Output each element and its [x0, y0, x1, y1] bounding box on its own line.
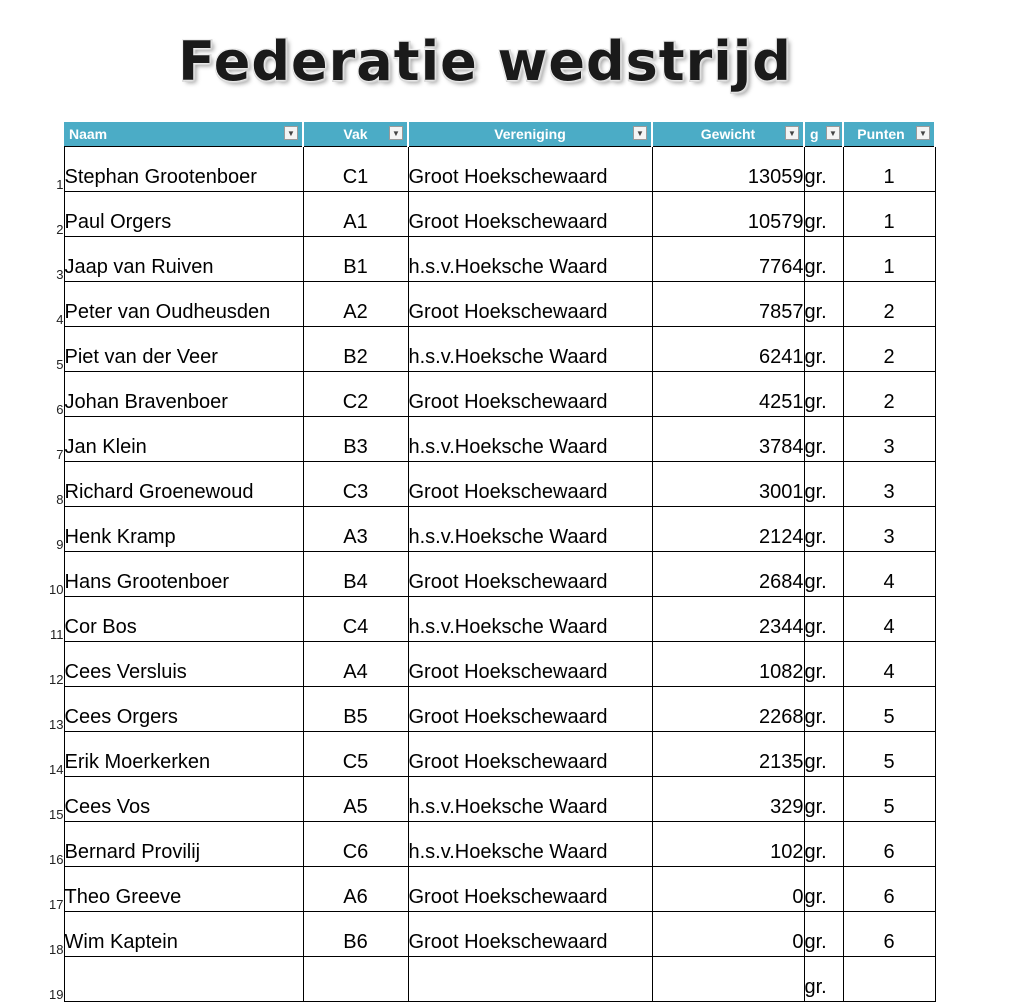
unit-cell[interactable]: gr.: [804, 867, 843, 912]
header-vak-label: Vak: [343, 126, 368, 142]
vak-cell[interactable]: B3: [303, 417, 408, 462]
header-unit[interactable]: [804, 122, 843, 147]
header-vereniging-label: Vereniging: [494, 126, 566, 142]
name-cell[interactable]: Jaap van Ruiven: [64, 237, 303, 282]
table-row: [34, 147, 935, 192]
header-naam-label: Naam: [69, 126, 108, 142]
punten-cell[interactable]: 2: [843, 282, 935, 327]
punten-cell[interactable]: 5: [843, 732, 935, 777]
punten-cell[interactable]: 1: [843, 192, 935, 237]
table-row: [34, 912, 935, 957]
vereniging-cell[interactable]: h.s.v.Hoeksche Waard: [408, 417, 652, 462]
punten-cell[interactable]: 4: [843, 642, 935, 687]
gewicht-cell[interactable]: 13059: [652, 147, 804, 192]
table-row: [34, 372, 935, 417]
vak-cell[interactable]: B5: [303, 687, 408, 732]
row-number: 8: [56, 491, 64, 507]
filter-dropdown-icon[interactable]: ▼: [633, 126, 647, 140]
unit-cell[interactable]: gr.: [804, 147, 843, 192]
gewicht-cell[interactable]: 7764: [652, 237, 804, 282]
header-row: [34, 122, 935, 147]
table-row: [34, 507, 935, 552]
vereniging-cell[interactable]: h.s.v.Hoeksche Waard: [408, 597, 652, 642]
unit-cell[interactable]: gr.: [804, 552, 843, 597]
gewicht-cell[interactable]: 329: [652, 777, 804, 822]
row-number: 13: [49, 716, 64, 732]
vak-cell[interactable]: C6: [303, 822, 408, 867]
vak-cell[interactable]: B6: [303, 912, 408, 957]
punten-cell[interactable]: 5: [843, 777, 935, 822]
gewicht-cell[interactable]: 2344: [652, 597, 804, 642]
table-row: [34, 867, 935, 912]
row-number: 18: [49, 941, 64, 957]
vereniging-cell[interactable]: Groot Hoekschewaard: [408, 732, 652, 777]
gewicht-cell[interactable]: 0: [652, 867, 804, 912]
table-row: [34, 327, 935, 372]
unit-cell[interactable]: gr.: [804, 417, 843, 462]
gewicht-cell[interactable]: 3001: [652, 462, 804, 507]
header-punten-label: Punten: [857, 126, 905, 142]
row-number: 10: [49, 581, 64, 597]
name-cell[interactable]: Wim Kaptein: [64, 912, 303, 957]
row-number: 2: [56, 221, 64, 237]
punten-cell[interactable]: 6: [843, 822, 935, 867]
header-vereniging[interactable]: [408, 122, 652, 147]
name-cell[interactable]: Piet van der Veer: [64, 327, 303, 372]
punten-cell[interactable]: 1: [843, 147, 935, 192]
vereniging-cell[interactable]: Groot Hoekschewaard: [408, 147, 652, 192]
unit-cell[interactable]: gr.: [804, 822, 843, 867]
vereniging-cell[interactable]: h.s.v.Hoeksche Waard: [408, 237, 652, 282]
vereniging-cell[interactable]: Groot Hoekschewaard: [408, 282, 652, 327]
punten-cell[interactable]: 3: [843, 507, 935, 552]
results-table: [34, 122, 936, 1002]
table-row: [34, 417, 935, 462]
vak-cell[interactable]: C1: [303, 147, 408, 192]
punten-cell[interactable]: 2: [843, 372, 935, 417]
unit-cell[interactable]: gr.: [804, 732, 843, 777]
unit-cell[interactable]: gr.: [804, 372, 843, 417]
row-number: 16: [49, 851, 64, 867]
page-title: Federatie wedstrijd: [178, 30, 792, 93]
unit-cell[interactable]: gr.: [804, 282, 843, 327]
table-row: [34, 597, 935, 642]
row-number: 5: [56, 356, 64, 372]
row-number: 1: [56, 176, 64, 192]
vereniging-cell[interactable]: h.s.v.Hoeksche Waard: [408, 507, 652, 552]
name-cell[interactable]: Richard Groenewoud: [64, 462, 303, 507]
name-cell[interactable]: Cees Orgers: [64, 687, 303, 732]
unit-cell[interactable]: gr.: [804, 642, 843, 687]
punten-cell[interactable]: 3: [843, 462, 935, 507]
punten-cell[interactable]: 6: [843, 867, 935, 912]
header-gewicht-label: Gewicht: [700, 126, 756, 142]
row-number: 17: [49, 896, 64, 912]
row-number: 15: [49, 806, 64, 822]
name-cell[interactable]: Paul Orgers: [64, 192, 303, 237]
header-unit-label: g: [810, 126, 819, 142]
vereniging-cell[interactable]: h.s.v.Hoeksche Waard: [408, 822, 652, 867]
vereniging-cell[interactable]: Groot Hoekschewaard: [408, 912, 652, 957]
vereniging-cell[interactable]: Groot Hoekschewaard: [408, 867, 652, 912]
name-cell[interactable]: Stephan Grootenboer: [64, 147, 303, 192]
name-cell[interactable]: Peter van Oudheusden: [64, 282, 303, 327]
unit-cell[interactable]: gr.: [804, 957, 843, 1002]
gewicht-cell[interactable]: 10579: [652, 192, 804, 237]
name-cell[interactable]: Cees Versluis: [64, 642, 303, 687]
gewicht-cell[interactable]: 7857: [652, 282, 804, 327]
punten-cell[interactable]: 2: [843, 327, 935, 372]
vereniging-cell[interactable]: Groot Hoekschewaard: [408, 462, 652, 507]
row-number: 19: [49, 986, 64, 1002]
punten-cell[interactable]: [843, 957, 935, 1002]
filter-dropdown-icon[interactable]: ▼: [284, 126, 298, 140]
filter-dropdown-icon[interactable]: ▼: [785, 126, 799, 140]
vak-cell[interactable]: C2: [303, 372, 408, 417]
row-number: 12: [49, 671, 64, 687]
table-row: [34, 822, 935, 867]
row-number: 9: [56, 536, 64, 552]
gewicht-cell[interactable]: 2268: [652, 687, 804, 732]
table-row: [34, 552, 935, 597]
table-row: [34, 237, 935, 282]
row-number: 7: [56, 446, 64, 462]
name-cell[interactable]: Jan Klein: [64, 417, 303, 462]
table-row: [34, 642, 935, 687]
gewicht-cell[interactable]: 2684: [652, 552, 804, 597]
vereniging-cell[interactable]: [408, 957, 652, 1002]
vak-cell[interactable]: B4: [303, 552, 408, 597]
unit-cell[interactable]: gr.: [804, 192, 843, 237]
vak-cell[interactable]: A5: [303, 777, 408, 822]
unit-cell[interactable]: gr.: [804, 462, 843, 507]
name-cell[interactable]: Theo Greeve: [64, 867, 303, 912]
vak-cell[interactable]: A6: [303, 867, 408, 912]
name-cell[interactable]: Hans Grootenboer: [64, 552, 303, 597]
gewicht-cell[interactable]: [652, 957, 804, 1002]
table-row: [34, 732, 935, 777]
vereniging-cell[interactable]: Groot Hoekschewaard: [408, 552, 652, 597]
gewicht-cell[interactable]: 2135: [652, 732, 804, 777]
corner-cell: [34, 122, 64, 147]
row-number: 4: [56, 311, 64, 327]
table-row: [34, 957, 935, 1002]
vak-cell[interactable]: A2: [303, 282, 408, 327]
vereniging-cell[interactable]: h.s.v.Hoeksche Waard: [408, 777, 652, 822]
name-cell[interactable]: Cees Vos: [64, 777, 303, 822]
punten-cell[interactable]: 5: [843, 687, 935, 732]
punten-cell[interactable]: 1: [843, 237, 935, 282]
vereniging-cell[interactable]: Groot Hoekschewaard: [408, 642, 652, 687]
vak-cell[interactable]: C5: [303, 732, 408, 777]
punten-cell[interactable]: 6: [843, 912, 935, 957]
gewicht-cell[interactable]: 1082: [652, 642, 804, 687]
unit-cell[interactable]: gr.: [804, 777, 843, 822]
punten-cell[interactable]: 3: [843, 417, 935, 462]
table-row: [34, 687, 935, 732]
sort-filter-dropdown-icon[interactable]: ▼: [916, 126, 930, 140]
vak-cell[interactable]: A4: [303, 642, 408, 687]
row-number: 11: [50, 626, 64, 642]
vereniging-cell[interactable]: Groot Hoekschewaard: [408, 372, 652, 417]
gewicht-cell[interactable]: 6241: [652, 327, 804, 372]
unit-cell[interactable]: gr.: [804, 597, 843, 642]
header-naam[interactable]: [64, 122, 303, 147]
unit-cell[interactable]: gr.: [804, 237, 843, 282]
table-row: [34, 282, 935, 327]
unit-cell[interactable]: gr.: [804, 327, 843, 372]
row-number: 14: [49, 761, 64, 777]
vak-cell[interactable]: C3: [303, 462, 408, 507]
row-number: 6: [56, 401, 64, 417]
gewicht-cell[interactable]: 0: [652, 912, 804, 957]
table-row: [34, 462, 935, 507]
gewicht-cell[interactable]: 3784: [652, 417, 804, 462]
name-cell[interactable]: Henk Kramp: [64, 507, 303, 552]
punten-cell[interactable]: 4: [843, 597, 935, 642]
header-punten[interactable]: [843, 122, 935, 147]
gewicht-cell[interactable]: 2124: [652, 507, 804, 552]
unit-cell[interactable]: gr.: [804, 507, 843, 552]
vak-cell[interactable]: A3: [303, 507, 408, 552]
vereniging-cell[interactable]: h.s.v.Hoeksche Waard: [408, 327, 652, 372]
header-gewicht[interactable]: [652, 122, 804, 147]
gewicht-cell[interactable]: 102: [652, 822, 804, 867]
punten-cell[interactable]: 4: [843, 552, 935, 597]
filter-dropdown-icon[interactable]: ▼: [389, 126, 403, 140]
name-cell[interactable]: Bernard Provilij: [64, 822, 303, 867]
vereniging-cell[interactable]: Groot Hoekschewaard: [408, 687, 652, 732]
header-vak[interactable]: [303, 122, 408, 147]
name-cell[interactable]: [64, 957, 303, 1002]
row-number: 3: [56, 266, 64, 282]
vak-cell[interactable]: B2: [303, 327, 408, 372]
vak-cell[interactable]: A1: [303, 192, 408, 237]
gewicht-cell[interactable]: 4251: [652, 372, 804, 417]
unit-cell[interactable]: gr.: [804, 912, 843, 957]
table-body: [34, 147, 935, 1002]
vak-cell[interactable]: C4: [303, 597, 408, 642]
vereniging-cell[interactable]: Groot Hoekschewaard: [408, 192, 652, 237]
table-row: [34, 777, 935, 822]
table-row: [34, 192, 935, 237]
vak-cell[interactable]: [303, 957, 408, 1002]
name-cell[interactable]: Johan Bravenboer: [64, 372, 303, 417]
unit-cell[interactable]: gr.: [804, 687, 843, 732]
name-cell[interactable]: Erik Moerkerken: [64, 732, 303, 777]
filter-dropdown-icon[interactable]: ▼: [826, 126, 840, 140]
name-cell[interactable]: Cor Bos: [64, 597, 303, 642]
vak-cell[interactable]: B1: [303, 237, 408, 282]
